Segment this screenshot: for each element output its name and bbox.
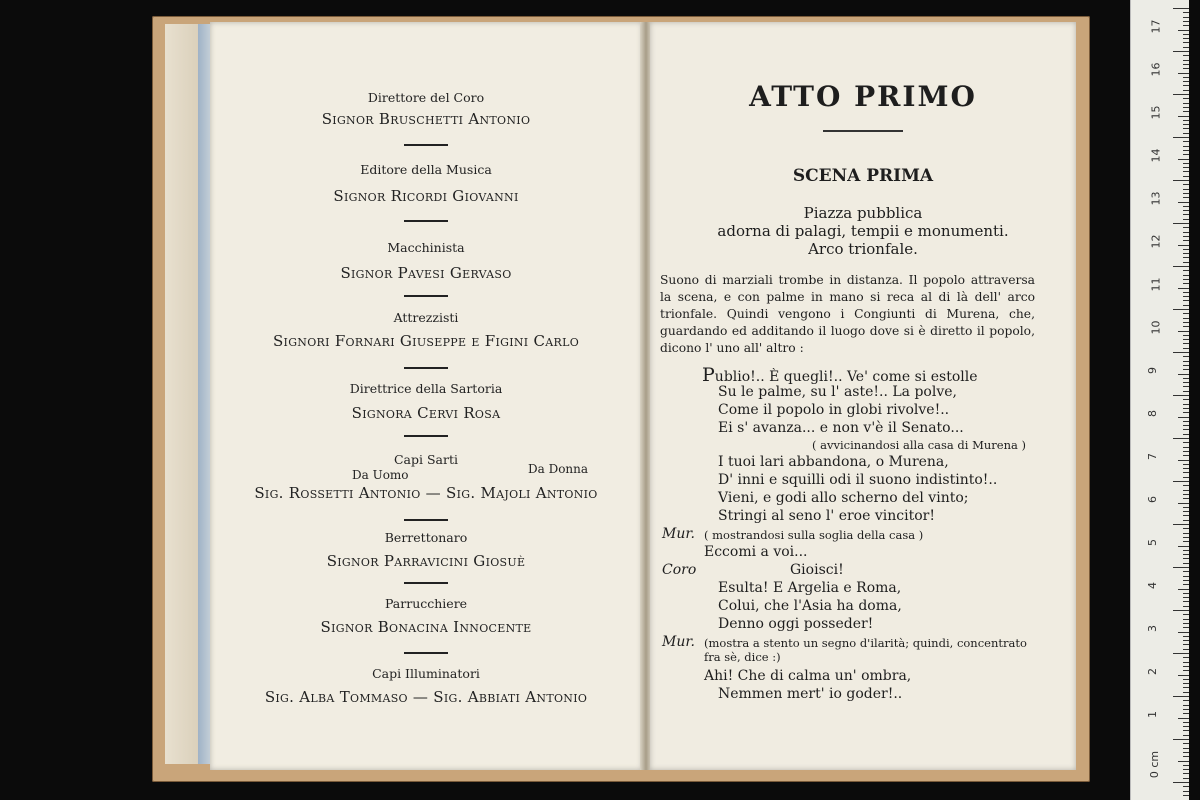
ruler-tick — [1178, 417, 1189, 418]
ruler-tick — [1183, 778, 1189, 779]
ruler-tick — [1183, 541, 1189, 542]
ruler-tick — [1183, 25, 1189, 26]
ruler-tick — [1183, 468, 1189, 469]
verse-line: Stringi al seno l' eroe vincitor! — [718, 508, 935, 524]
title-rule — [823, 130, 903, 132]
credit-role: Direttore del Coro — [367, 90, 485, 105]
divider — [404, 295, 448, 297]
ruler-tick — [1183, 743, 1189, 744]
verse-line: Denno oggi posseder! — [718, 616, 874, 632]
ruler-tick — [1183, 451, 1189, 452]
ruler-tick — [1183, 141, 1189, 142]
ruler-tick — [1173, 524, 1189, 525]
ruler-tick — [1183, 60, 1189, 61]
ruler-tick — [1183, 464, 1189, 465]
ruler-tick — [1178, 73, 1189, 74]
ruler-tick — [1183, 649, 1189, 650]
stage-direction: Suono di marziali trombe in distanza. Il popolo attraversa la scena, e con palme in mano si reca al di là dell' arco trionfale. Quindi vengono i Congiunti di Murena, che, guardando ed additando il luogo dove si è diretto il popolo, dicono l' uno all' altro : — [660, 273, 1035, 355]
ruler-tick — [1173, 309, 1189, 310]
ruler-tick — [1183, 283, 1189, 284]
ruler-number: 14 — [1149, 148, 1163, 163]
ruler-tick — [1183, 257, 1189, 258]
ruler-tick — [1183, 176, 1189, 177]
ruler-tick — [1183, 614, 1189, 615]
ruler-tick — [1183, 167, 1189, 168]
ruler-tick — [1183, 511, 1189, 512]
ruler-tick — [1183, 528, 1189, 529]
credit-name: Signor Bonacina Innocente — [320, 618, 532, 636]
ruler-tick — [1183, 236, 1189, 237]
ruler-tick — [1183, 227, 1189, 228]
ruler-tick — [1183, 472, 1189, 473]
credit-role: Capi Sarti — [393, 452, 458, 467]
ruler-tick — [1183, 150, 1189, 151]
ruler-tick — [1183, 752, 1189, 753]
ruler-tick — [1183, 447, 1189, 448]
ruler-number: 16 — [1149, 62, 1163, 77]
ruler-tick — [1183, 730, 1189, 731]
ruler-tick — [1183, 279, 1189, 280]
divider — [404, 519, 448, 521]
ruler-tick — [1183, 498, 1189, 499]
measuring-ruler — [1130, 0, 1189, 800]
ruler-tick — [1173, 653, 1189, 654]
ruler-number: 10 — [1149, 320, 1163, 335]
ruler-tick — [1183, 313, 1189, 314]
ruler-tick — [1183, 399, 1189, 400]
speaker-label: Coro — [662, 562, 697, 578]
ruler-tick — [1183, 124, 1189, 125]
verse-line: I tuoi lari abbandona, o Murena, — [718, 454, 949, 470]
ruler-tick — [1183, 705, 1189, 706]
ruler-tick — [1183, 382, 1189, 383]
ruler-tick — [1183, 507, 1189, 508]
ruler-number: 17 — [1149, 19, 1163, 34]
ruler-tick — [1183, 12, 1189, 13]
ruler-tick — [1183, 292, 1189, 293]
stage-direction-inline: fra sè, dice :) — [704, 650, 781, 664]
ruler-number: 15 — [1149, 105, 1163, 120]
ruler-tick — [1178, 460, 1189, 461]
ruler-tick — [1183, 485, 1189, 486]
ruler-tick — [1183, 709, 1189, 710]
divider — [404, 652, 448, 654]
ruler-tick — [1183, 692, 1189, 693]
credit-role: Editore della Musica — [360, 162, 492, 177]
credit-name: Signor Parravicini Giosuè — [326, 552, 526, 570]
ruler-tick — [1173, 180, 1189, 181]
verse-line: Gioisci! — [790, 562, 844, 578]
ruler-number: 1 — [1146, 711, 1159, 718]
ruler-tick — [1183, 133, 1189, 134]
verse-line: Ei s' avanza... e non v'è il Senato... — [718, 420, 964, 436]
ruler-tick — [1183, 356, 1189, 357]
ruler-number: 0 cm — [1148, 750, 1162, 779]
stage-direction-inline: ( avvicinandosi alla casa di Murena ) — [812, 438, 1026, 452]
ruler-tick — [1183, 253, 1189, 254]
ruler-tick — [1183, 425, 1189, 426]
ruler-tick — [1183, 318, 1189, 319]
ruler-tick — [1183, 85, 1189, 86]
ruler-tick — [1183, 619, 1189, 620]
ruler-tick — [1173, 266, 1189, 267]
ruler-tick — [1183, 146, 1189, 147]
ruler-tick — [1183, 662, 1189, 663]
ruler-number: 8 — [1146, 410, 1159, 417]
act-title: ATTO PRIMO — [749, 80, 977, 113]
ruler-tick — [1183, 365, 1189, 366]
ruler-tick — [1183, 90, 1189, 91]
ruler-tick — [1178, 675, 1189, 676]
ruler-number: 2 — [1146, 668, 1159, 675]
ruler-tick — [1183, 726, 1189, 727]
ruler-tick — [1178, 116, 1189, 117]
ruler-tick — [1178, 374, 1189, 375]
verse-line: D' inni e squilli odi il suono indistinto!.. — [718, 472, 998, 488]
speaker-label: Mur. — [662, 634, 695, 650]
ruler-tick — [1183, 644, 1189, 645]
ruler-tick — [1183, 434, 1189, 435]
ruler-tick — [1173, 51, 1189, 52]
setting-line: adorna di palagi, tempii e monumenti. — [717, 222, 1009, 240]
ruler-tick — [1173, 438, 1189, 439]
ruler-tick — [1183, 189, 1189, 190]
ruler-tick — [1183, 640, 1189, 641]
ruler-tick — [1183, 558, 1189, 559]
ruler-tick — [1183, 206, 1189, 207]
credit-role: Attrezzisti — [393, 310, 459, 325]
ruler-tick — [1183, 601, 1189, 602]
ruler-tick — [1183, 550, 1189, 551]
ruler-tick — [1183, 98, 1189, 99]
verse-line: Eccomi a voi... — [704, 544, 808, 560]
ruler-tick — [1183, 515, 1189, 516]
ruler-tick — [1173, 395, 1189, 396]
ruler-number: 4 — [1146, 582, 1159, 589]
ruler-tick — [1178, 632, 1189, 633]
ruler-tick — [1183, 769, 1189, 770]
ruler-tick — [1183, 571, 1189, 572]
ruler-tick — [1183, 339, 1189, 340]
ruler-tick — [1183, 773, 1189, 774]
ruler-tick — [1173, 137, 1189, 138]
ruler-tick — [1183, 580, 1189, 581]
ruler-tick — [1183, 412, 1189, 413]
divider — [404, 582, 448, 584]
stage-direction-inline: (mostra a stento un segno d'ilarità; quindi, concentrato — [704, 636, 1027, 650]
ruler-tick — [1178, 202, 1189, 203]
ruler-tick — [1183, 270, 1189, 271]
ruler-tick — [1183, 722, 1189, 723]
ruler-tick — [1183, 700, 1189, 701]
ruler-tick — [1183, 335, 1189, 336]
ruler-tick — [1173, 739, 1189, 740]
ruler-tick — [1173, 610, 1189, 611]
ruler-tick — [1183, 326, 1189, 327]
verse-line: Su le palme, su l' aste!.. La polve, — [718, 384, 957, 400]
credit-name: Sig. Alba Tommaso — Sig. Abbiati Antonio — [264, 688, 588, 706]
ruler-tick — [1183, 477, 1189, 478]
ruler-tick — [1178, 503, 1189, 504]
ruler-tick — [1183, 21, 1189, 22]
credit-name: Sig. Rossetti Antonio — Sig. Majoli Antonio — [254, 484, 598, 502]
credit-name: Signori Fornari Giuseppe e Figini Carlo — [272, 332, 580, 350]
ruler-tick — [1178, 245, 1189, 246]
ruler-tick — [1183, 232, 1189, 233]
ruler-tick — [1173, 223, 1189, 224]
ruler-tick — [1183, 391, 1189, 392]
ruler-tick — [1183, 657, 1189, 658]
ruler-tick — [1183, 584, 1189, 585]
ruler-tick — [1183, 378, 1189, 379]
divider — [404, 220, 448, 222]
ruler-number: 9 — [1146, 367, 1159, 374]
credit-role: Macchinista — [387, 240, 465, 255]
ruler-number: 5 — [1146, 539, 1159, 546]
ruler-tick — [1183, 184, 1189, 185]
ruler-tick — [1183, 442, 1189, 443]
ruler-tick — [1183, 666, 1189, 667]
stage-direction-inline: ( mostrandosi sulla soglia della casa ) — [704, 528, 924, 542]
ruler-tick — [1183, 275, 1189, 276]
ruler-tick — [1183, 120, 1189, 121]
ruler-tick — [1183, 748, 1189, 749]
ruler-tick — [1183, 64, 1189, 65]
ruler-tick — [1183, 786, 1189, 787]
ruler-tick — [1183, 68, 1189, 69]
ruler-tick — [1183, 77, 1189, 78]
divider — [404, 144, 448, 146]
ruler-tick — [1178, 761, 1189, 762]
ruler-tick — [1183, 636, 1189, 637]
ruler-tick — [1183, 386, 1189, 387]
ruler-tick — [1178, 159, 1189, 160]
ruler-tick — [1183, 593, 1189, 594]
ruler-tick — [1183, 214, 1189, 215]
ruler-tick — [1183, 795, 1189, 796]
ruler-tick — [1183, 670, 1189, 671]
ruler-tick — [1183, 193, 1189, 194]
ruler-tick — [1183, 606, 1189, 607]
ruler-tick — [1183, 679, 1189, 680]
setting-line: Arco trionfale. — [808, 240, 918, 258]
ruler-tick — [1183, 713, 1189, 714]
ruler-tick — [1183, 687, 1189, 688]
credit-role: Berrettonaro — [384, 530, 468, 545]
ruler-tick — [1183, 533, 1189, 534]
ruler-tick — [1183, 563, 1189, 564]
ruler-number: 11 — [1149, 277, 1163, 292]
ruler-tick — [1183, 128, 1189, 129]
ruler-tick — [1183, 369, 1189, 370]
ruler-number: 3 — [1146, 625, 1159, 632]
ruler-tick — [1183, 765, 1189, 766]
credit-name: Signor Bruschetti Antonio — [321, 110, 531, 128]
ruler-tick — [1183, 305, 1189, 306]
ruler-tick — [1183, 17, 1189, 18]
ruler-tick — [1183, 421, 1189, 422]
ruler-number: 6 — [1146, 496, 1159, 503]
ruler-tick — [1183, 171, 1189, 172]
credit-role: Parrucchiere — [384, 596, 468, 611]
ruler-tick — [1178, 288, 1189, 289]
ruler-tick — [1183, 554, 1189, 555]
ruler-tick — [1178, 331, 1189, 332]
ruler-tick — [1183, 210, 1189, 211]
right-page — [650, 22, 1076, 770]
ruler-tick — [1183, 735, 1189, 736]
ruler-tick — [1183, 494, 1189, 495]
ruler-number: 12 — [1149, 234, 1163, 249]
ruler-tick — [1173, 8, 1189, 9]
verse-line: Ahi! Che di calma un' ombra, — [704, 668, 912, 684]
credit-subrole: Da Uomo — [352, 468, 409, 482]
verse-line: Nemmen mert' io goder!.. — [718, 686, 903, 702]
ruler-tick — [1183, 197, 1189, 198]
ruler-tick — [1183, 348, 1189, 349]
ruler-tick — [1183, 219, 1189, 220]
ruler-tick — [1183, 361, 1189, 362]
ruler-tick — [1183, 38, 1189, 39]
ruler-tick — [1183, 683, 1189, 684]
ruler-tick — [1183, 262, 1189, 263]
ruler-tick — [1178, 30, 1189, 31]
ruler-tick — [1183, 623, 1189, 624]
setting-line: Piazza pubblica — [803, 204, 923, 222]
ruler-number: 7 — [1146, 453, 1159, 460]
ruler-tick — [1183, 520, 1189, 521]
ruler-tick — [1183, 576, 1189, 577]
ruler-tick — [1183, 55, 1189, 56]
ruler-tick — [1173, 481, 1189, 482]
ruler-tick — [1183, 300, 1189, 301]
verse-line: Vieni, e godi allo scherno del vinto; — [718, 490, 969, 506]
ruler-tick — [1173, 94, 1189, 95]
ruler-tick — [1178, 718, 1189, 719]
verse-line: Esulta! E Argelia e Roma, — [718, 580, 902, 596]
verse-line: Colui, che l'Asia ha doma, — [718, 598, 902, 614]
ruler-tick — [1183, 322, 1189, 323]
ruler-tick — [1183, 597, 1189, 598]
ruler-tick — [1178, 589, 1189, 590]
ruler-tick — [1183, 429, 1189, 430]
ruler-tick — [1183, 791, 1189, 792]
credit-role: Capi Illuminatori — [372, 666, 480, 681]
ruler-tick — [1183, 107, 1189, 108]
left-page — [210, 22, 642, 770]
speaker-label: Mur. — [662, 526, 695, 542]
ruler-tick — [1183, 81, 1189, 82]
ruler-tick — [1183, 163, 1189, 164]
ruler-tick — [1183, 537, 1189, 538]
ruler-tick — [1183, 296, 1189, 297]
ruler-tick — [1183, 240, 1189, 241]
credit-subrole: Da Donna — [528, 462, 589, 476]
ruler-tick — [1183, 34, 1189, 35]
credit-name: Signora Cervi Rosa — [351, 404, 501, 422]
ruler-tick — [1173, 696, 1189, 697]
ruler-tick — [1183, 154, 1189, 155]
credit-role: Direttrice della Sartoria — [349, 381, 503, 396]
ruler-tick — [1183, 756, 1189, 757]
ruler-tick — [1183, 47, 1189, 48]
verse-line: Publio!.. È quegli!.. Ve' come si estolle — [702, 364, 978, 386]
ruler-tick — [1173, 352, 1189, 353]
ruler-tick — [1183, 408, 1189, 409]
ruler-tick — [1183, 627, 1189, 628]
ruler-tick — [1183, 103, 1189, 104]
ruler-tick — [1183, 42, 1189, 43]
ruler-tick — [1183, 249, 1189, 250]
divider — [404, 435, 448, 437]
divider — [404, 367, 448, 369]
credit-name: Signor Pavesi Gervaso — [340, 264, 512, 282]
credit-name: Signor Ricordi Giovanni — [333, 187, 519, 205]
verse-line: Come il popolo in globi rivolve!.. — [718, 402, 950, 418]
ruler-tick — [1183, 455, 1189, 456]
ruler-tick — [1178, 546, 1189, 547]
ruler-tick — [1173, 567, 1189, 568]
ruler-tick — [1183, 111, 1189, 112]
ruler-number: 13 — [1149, 191, 1163, 206]
ruler-tick — [1183, 404, 1189, 405]
ruler-tick — [1183, 343, 1189, 344]
ruler-tick — [1183, 490, 1189, 491]
ruler-tick — [1173, 782, 1189, 783]
scene-title: SCENA PRIMA — [792, 166, 934, 186]
